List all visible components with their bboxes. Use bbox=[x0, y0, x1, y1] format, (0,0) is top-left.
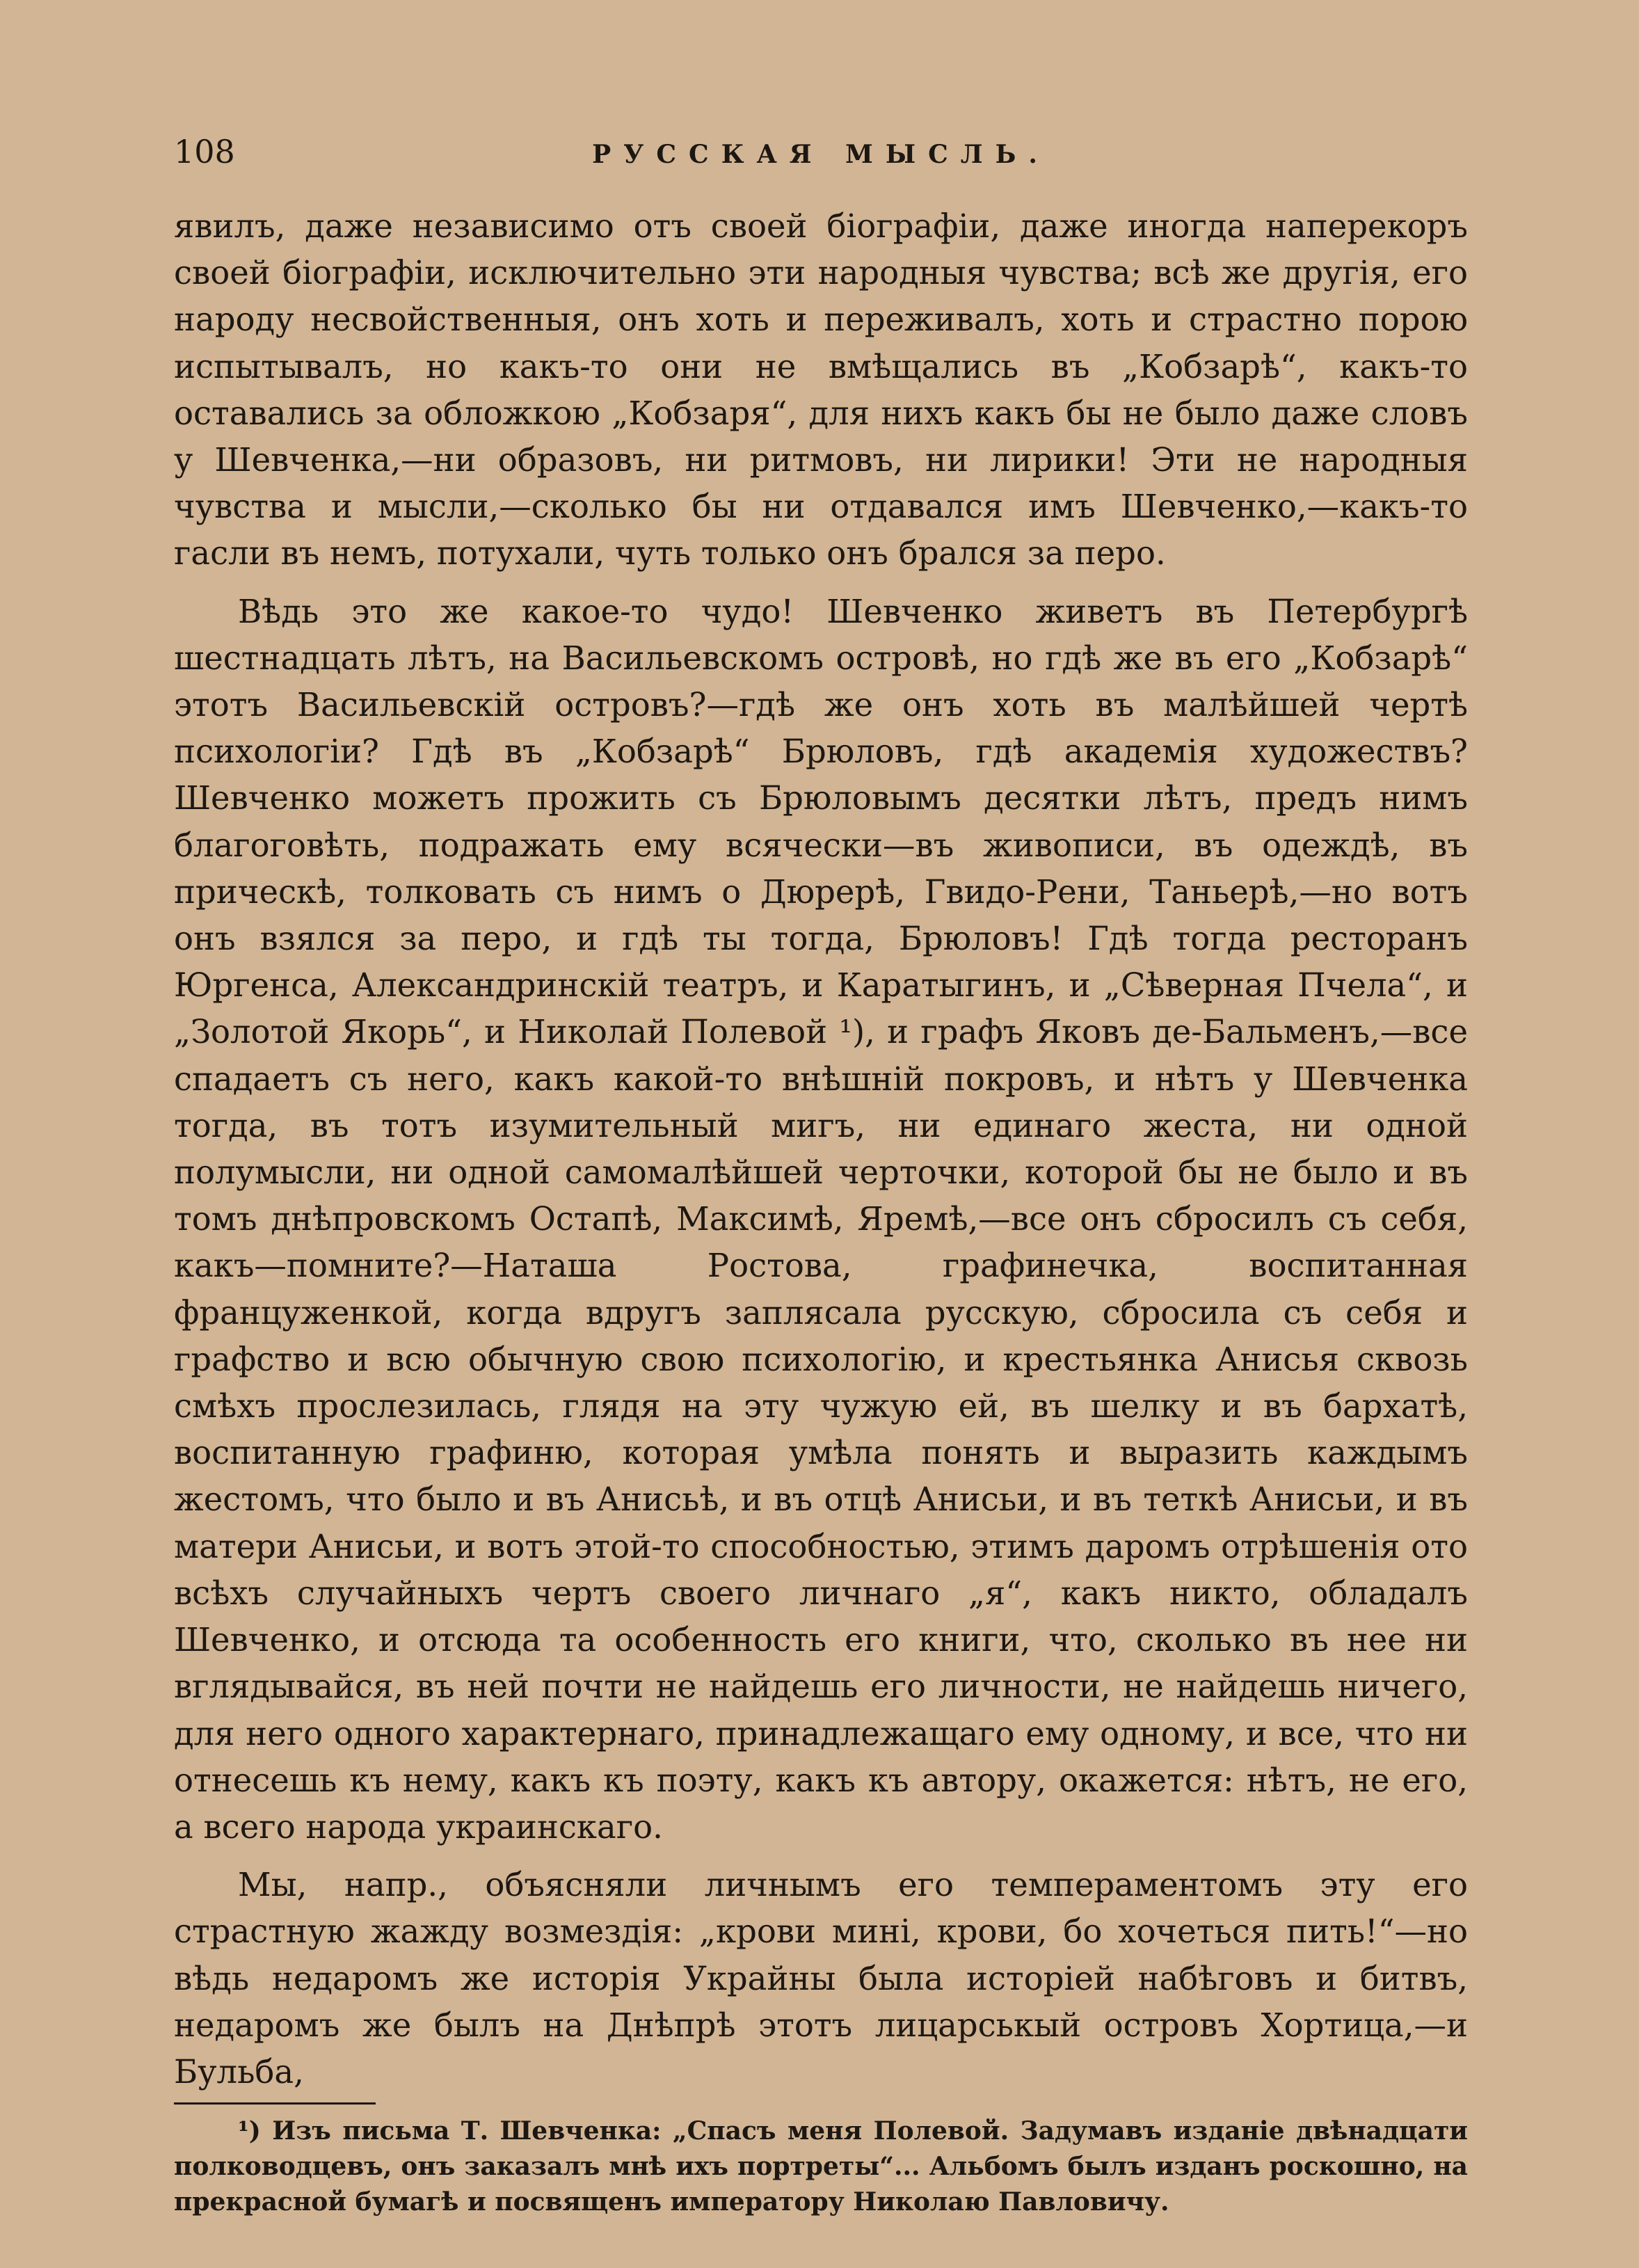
paragraph-3: Мы, напр., объясняли личнымъ его темпераментомъ эту его страстную жажду возмездія: „крови мині, крови, бо хочеться пить!“—но вѣдь недаромъ же исторія Украйны была исторіей набѣговъ и битвъ, недаромъ же былъ на Днѣпрѣ этотъ лицарськый островъ Хортица,—и Бульба, bbox=[174, 1866, 1468, 2091]
footnote-divider bbox=[174, 2102, 376, 2105]
running-title: РУССКАЯ МЫСЛЬ. bbox=[592, 140, 1050, 169]
paragraph-2: Вѣдь это же какое-то чудо! Шевченко живетъ въ Петербургѣ шестнадцать лѣтъ, на Васильевскомъ островѣ, но гдѣ же въ его „Кобзарѣ“ этотъ Васильевскій островъ?—гдѣ же онъ хоть въ малѣйшей чертѣ психологіи? Гдѣ въ „Кобзарѣ“ Брюловъ, гдѣ академія художествъ? Шевченко можетъ прожить съ Брюловымъ десятки лѣтъ, предъ нимъ благоговѣть, подражать ему всячески—въ живописи, въ одеждѣ, въ прическѣ, толковать съ нимъ о Дюрерѣ, Гвидо-Рени, Таньерѣ,—но вотъ онъ взялся за перо, и гдѣ ты тогда, Брюловъ! Гдѣ тогда ресторанъ Юргенса, Александринскій театръ, и Каратыгинъ, и „Сѣверная Пчела“, и „Золотой Якорь“, и Николай Полевой ¹), и графъ Яковъ де-Бальменъ,—все спадаетъ съ него, какъ какой-то внѣшній покровъ, и нѣтъ у Шевченка тогда, въ тотъ изумительный мигъ, ни единаго жеста, ни одной полумысли, ни одной самомалѣйшей черточки, которой бы не было и въ томъ днѣпровскомъ Остапѣ, Максимѣ, Яремѣ,—все онъ сбросилъ съ себя, какъ—помните?—Наташа Ростова, графинечка, воспитанная француженкой, когда вдругъ заплясала русскую, сбросила съ себя и графство и всю обычную свою психологію, и крестьянка Анисья сквозь смѣхъ прослезилась, глядя на эту чужую ей, въ шелку и въ бархатѣ, воспитанную графиню, которая умѣла понять и выразить каждымъ жестомъ, что было и въ Анисьѣ, и въ отцѣ Анисьи, и въ теткѣ Анисьи, и въ матери Анисьи, и вотъ этой-то способностью, этимъ даромъ отрѣшенія ото всѣхъ случайныхъ чертъ своего личнаго „я“, какъ никто, обладалъ Шевченко, и отсюда та особенность его книги, что, сколько въ нее ни вглядывайся, въ ней почти не найдешь его личности, не найдешь ничего, для него одного характернаго, принадлежащаго ему одному, и все, что ни отнесешь къ нему, какъ къ поэту, какъ къ автору, окажется: нѣтъ, не его, а всего народа украинскаго. bbox=[174, 592, 1468, 1846]
footnotes bbox=[174, 2114, 1468, 2220]
page-header bbox=[174, 131, 1468, 179]
page-number: 108 bbox=[174, 133, 235, 170]
paragraph-1: явилъ, даже независимо отъ своей біографіи, даже иногда наперекоръ своей біографіи, исключительно эти народныя чувства; всѣ же другія, его народу несвойственныя, онъ хоть и переживалъ, хоть и страстно порою испытывалъ, но какъ-то они не вмѣщались въ „Кобзарѣ“, какъ-то оставались за обложкою „Кобзаря“, для нихъ какъ бы не было даже словъ у Шевченка,—ни образовъ, ни ритмовъ, ни лирики! Эти не народныя чувства и мысли,—сколько бы ни отдавался имъ Шевченко,—какъ-то гасли въ немъ, потухали, чуть только онъ брался за перо. bbox=[174, 207, 1468, 573]
footnote-1: ¹) Изъ письма Т. Шевченка: „Спасъ меня Полевой. Задумавъ изданіе двѣнадцати полководцевъ, онъ заказалъ мнѣ ихъ портреты“... Альбомъ былъ изданъ роскошно, на прекрасной бумагѣ и посвященъ императору Николаю Павловичу. bbox=[174, 2116, 1468, 2217]
body-text bbox=[174, 203, 1468, 2095]
